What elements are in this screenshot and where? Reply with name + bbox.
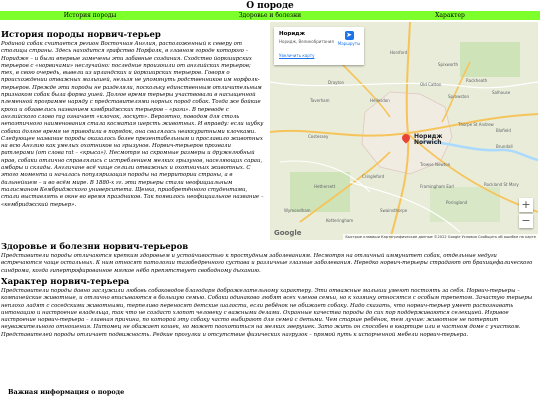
top-nav bbox=[0, 11, 540, 20]
zoom-in-button[interactable]: + bbox=[519, 198, 533, 212]
health-text: Представители породы отличаются крепким здоровьем и устойчивостью к простудным заболеваниям. Несмотря на отличный иммунитет собак, отдельные недуги встречаются чаще остальных. К ним относят патологии тазобедренного сустава и различные глазные заболевания. Нередко норвич-терьеры страдают от брахицефалического синдрома, когда гипертрофированное мягкое нёбо препятствует свободному дыханию. bbox=[1, 253, 533, 274]
map-place-name: Норидж bbox=[279, 31, 306, 37]
history-text: Родиной собак считается регион Восточная Англия, расположенный к северу от столицы страны. Здесь находится графство Норфолк, в главном городе которого – Норидже – и были впервые замечены эти забавные создания. Сходство йоркширских терьеров с «норвичами» неслучайно: последние произошли от английских терьеров; тех, в свою очередь, вывели из ирландских и йоркширских терьеров. Говоря о происхождении отважных малышей, нельзя не упомянуть родственников им норфолк-терьеров. Прежде эти породы не разделяли, поскольку единственным отличительным признаком собак была форма ушей. Долгое время терьеры участвовали в насыщенной племенной программе наряду с представителями норных пород собак. Тогда же бойкие крохи и обзавелись названием кэмбриджских терьеров – «раги». В переводе с английского слово rag означает «клочок, лоскут». Вероятно, поводом для столь непоэтичного наименования стала косматая шерсть животных. И вправду: если шубку собаки долгое время не приводили в порядок, она свалялась неаккуратными клочками. Следующее название породы оказалось более презентабельным и прославило животных на всю Англию как умелых охотников на грызунов. Норвич-терьеров прозвали ратлерами (от слова rat – «крыса»). Несмотря на скромные размеры и дружелюбный нрав, собаки отлично справлялись с истреблением мелких грызунов, населяющих сараи, амбары и склады. Англичане всё чаще селили отважных и охотничьих животных. С этого момента и началась популяризация породы на территории страны, а в дальнейшем – и во всём мире. В 1880-х гг. эти терьеры стали неофициальным талисманом Кембриджского университета. Щенка, приобретённого студентами, стали выставлять в окне во время праздников. Так появилось неофициальное название – «кембриджский терьер». bbox=[1, 41, 264, 208]
map-label: Drayton bbox=[328, 80, 345, 85]
directions-icon: ➤ bbox=[346, 31, 352, 39]
important-info-heading: Важная информация о породе bbox=[8, 388, 125, 396]
map-place-card bbox=[274, 27, 364, 65]
map-label: Salhouse bbox=[492, 90, 511, 95]
map-label: Swainsthorpe bbox=[380, 208, 408, 213]
map-label: Poringland bbox=[446, 200, 468, 205]
map-attribution[interactable]: Быстрые клавиши Картографические данные ©2022 Google Условия Сообщить об ошибке на карте bbox=[345, 235, 536, 239]
zoom-out-button[interactable]: − bbox=[519, 214, 533, 228]
map-label: Rackheath bbox=[466, 78, 488, 83]
map-label: Wymondham bbox=[284, 208, 311, 213]
map-city-label: Норидж Norwich bbox=[414, 133, 443, 146]
map-label: Old Catton bbox=[420, 82, 442, 87]
page-title: О породе bbox=[246, 1, 294, 11]
map-label: Taverham bbox=[310, 98, 330, 103]
enlarge-map-link[interactable]: Увеличить карту bbox=[279, 53, 315, 58]
nav-item-health[interactable]: Здоровье и болезни bbox=[238, 12, 302, 19]
nav-item-character[interactable]: Характер bbox=[435, 12, 465, 19]
google-logo: Google bbox=[274, 229, 302, 237]
character-heading: Характер норвич-терьера bbox=[1, 277, 130, 287]
map-label: Brundall bbox=[496, 144, 513, 149]
character-text: Представители породы давно заслужили любовь собаководов благодаря доброжелательному характеру. Эти отважные малыши умеют постоять за себя. Норвич-терьеры – компанейские животные, и отлично вписываются в большую семью. Собаки одинаково любят всех членов семьи, но к хозяину относятся с особым трепетом. Зачастую терьеры неплохо ладят с соседскими животными, терпеливо переносят детские шалости, если ребёнок не обижает собаку. Надо сказать, что норвич-терьер умеет распознавать интонацию и настроение владельца, так что не создаст хлопот человеку с важными делами. Охранные качества породы до сих пор поддерживаются селекцией. Игривое настроение норвич-терьера – главная причина, по которой эту собаку часто выбирают для семей с детьми. Чем старше ребёнок, тем лучше: животное не потерпит неуважительного отношения. Питомец не обижает кошек, но может поохотиться на мелких зверушек. Зато жить он способен в квартире или в частном доме с участком. Представителей породы отличает подвижность. Редкие прогулки и отсутствие физических нагрузок – прямой путь к испорченной мебели норвич-терьера. bbox=[1, 288, 533, 338]
map-label: Thorpe St Andrew bbox=[458, 122, 494, 127]
map-label: Rockland St Mary bbox=[484, 182, 519, 187]
directions-button[interactable]: ➤ Маршруты bbox=[337, 31, 361, 46]
health-heading: Здоровье и болезни норвич-терьеров bbox=[1, 242, 189, 252]
map-label: Framingham Earl bbox=[420, 184, 455, 189]
map-label: Spixworth bbox=[438, 62, 459, 67]
map-label: Ketteringham bbox=[326, 218, 354, 223]
map-label: Hethersett bbox=[314, 184, 336, 189]
map-label: Horsford bbox=[390, 50, 408, 55]
map-label: Hellesdon bbox=[370, 98, 390, 103]
map-label: Cringleford bbox=[362, 174, 385, 179]
map-place-address: Норидж, Великобритания bbox=[279, 39, 334, 44]
map-embed[interactable] bbox=[270, 22, 538, 240]
nav-item-history[interactable]: История породы bbox=[63, 12, 117, 19]
map-label: Sprowston bbox=[448, 94, 469, 99]
map-label: Costessey bbox=[308, 134, 329, 139]
history-heading: История породы норвич-терьер bbox=[1, 30, 161, 40]
map-label: Blofield bbox=[496, 128, 511, 133]
map-label: Trowse Newton bbox=[420, 162, 451, 167]
